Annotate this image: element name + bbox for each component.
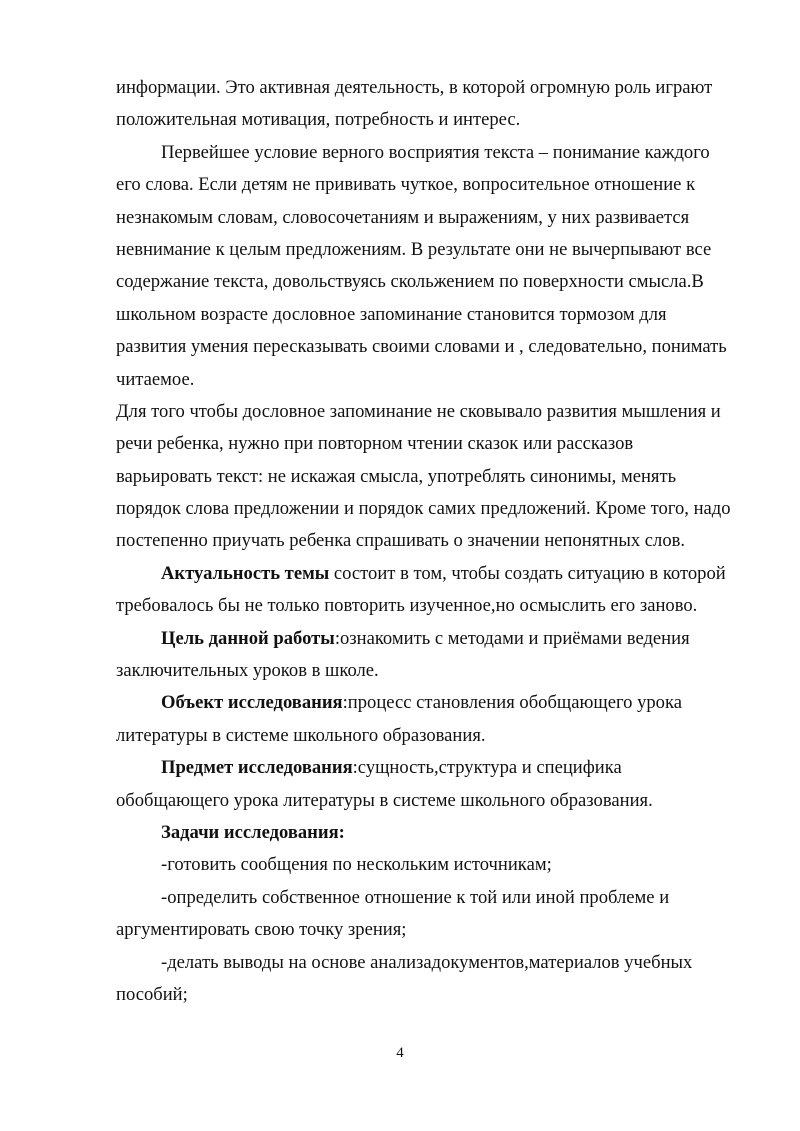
text-line: порядок слова предложении и порядок самих предложений. Кроме того, надо — [116, 498, 731, 520]
text-line: пособий; — [116, 983, 188, 1005]
task-item: -определить собственное отношение к той или иной проблеме и — [161, 886, 670, 908]
heading-object: Объект исследования — [161, 692, 343, 714]
text-line: читаемое. — [116, 368, 195, 390]
text-line: школьном возрасте дословное запоминание становится тормозом для — [116, 303, 667, 325]
text-line — [116, 623, 746, 655]
heading-subject: Предмет исследования — [161, 757, 353, 779]
text-line: речи ребенка, нужно при повторном чтении сказок или рассказов — [116, 433, 634, 455]
text-line: Для того чтобы дословное запоминание не сковывало развития мышления и — [116, 400, 721, 422]
task-item: -готовить сообщения по нескольким источникам; — [161, 854, 552, 876]
text-line: литературы в системе школьного образования. — [116, 724, 486, 746]
text-line: положительная мотивация, потребность и интерес. — [116, 109, 521, 131]
text-line: постепенно приучать ребенка спрашивать о значении непонятных слов. — [116, 530, 686, 552]
text-line — [116, 558, 746, 590]
text-line: невнимание к целым предложениям. В результате они не вычерпывают все — [116, 238, 712, 260]
heading-relevance: Актуальность темы — [161, 562, 330, 584]
text-line: информации. Это активная деятельность, в которой огромную роль играют — [116, 77, 713, 98]
text-line: обобщающего урока литературы в системе школьного образования. — [116, 789, 653, 811]
text-fragment: состоит в том, чтобы создать ситуацию в которой — [329, 562, 726, 584]
text-line: заключительных уроков в школе. — [116, 660, 379, 682]
body-text — [116, 72, 746, 1011]
text-line — [116, 687, 746, 719]
text-line — [116, 752, 746, 784]
text-line: варьировать текст: не искажая смысла, употреблять синонимы, менять — [116, 465, 677, 487]
text-line: аргументировать свою точку зрения; — [116, 919, 407, 941]
text-line: Первейшее условие верного восприятия текста – понимание каждого — [161, 141, 710, 163]
text-fragment: :сущность,структура и специфика — [352, 757, 622, 779]
text-line: его слова. Если детям не прививать чуткое, вопросительное отношение к — [116, 174, 696, 196]
text-line: содержание текста, довольствуясь скольжением по поверхности смысла.В — [116, 271, 704, 293]
text-fragment: :ознакомить с методами и приёмами ведения — [334, 627, 690, 649]
heading-tasks: Задачи исследования: — [161, 821, 345, 843]
text-line: требовалось бы не только повторить изученное,но осмыслить его заново. — [116, 595, 698, 617]
task-item: -делать выводы на основе анализадокументов,материалов учебных — [161, 951, 693, 973]
heading-goal: Цель данной работы — [161, 627, 335, 649]
text-line: развития умения пересказывать своими словами и , следовательно, понимать — [116, 336, 727, 358]
text-fragment: :процесс становления обобщающего урока — [342, 692, 682, 714]
text-line: незнакомым словам, словосочетаниям и выражениям, у них развивается — [116, 206, 690, 228]
page-number: 4 — [396, 1045, 404, 1061]
